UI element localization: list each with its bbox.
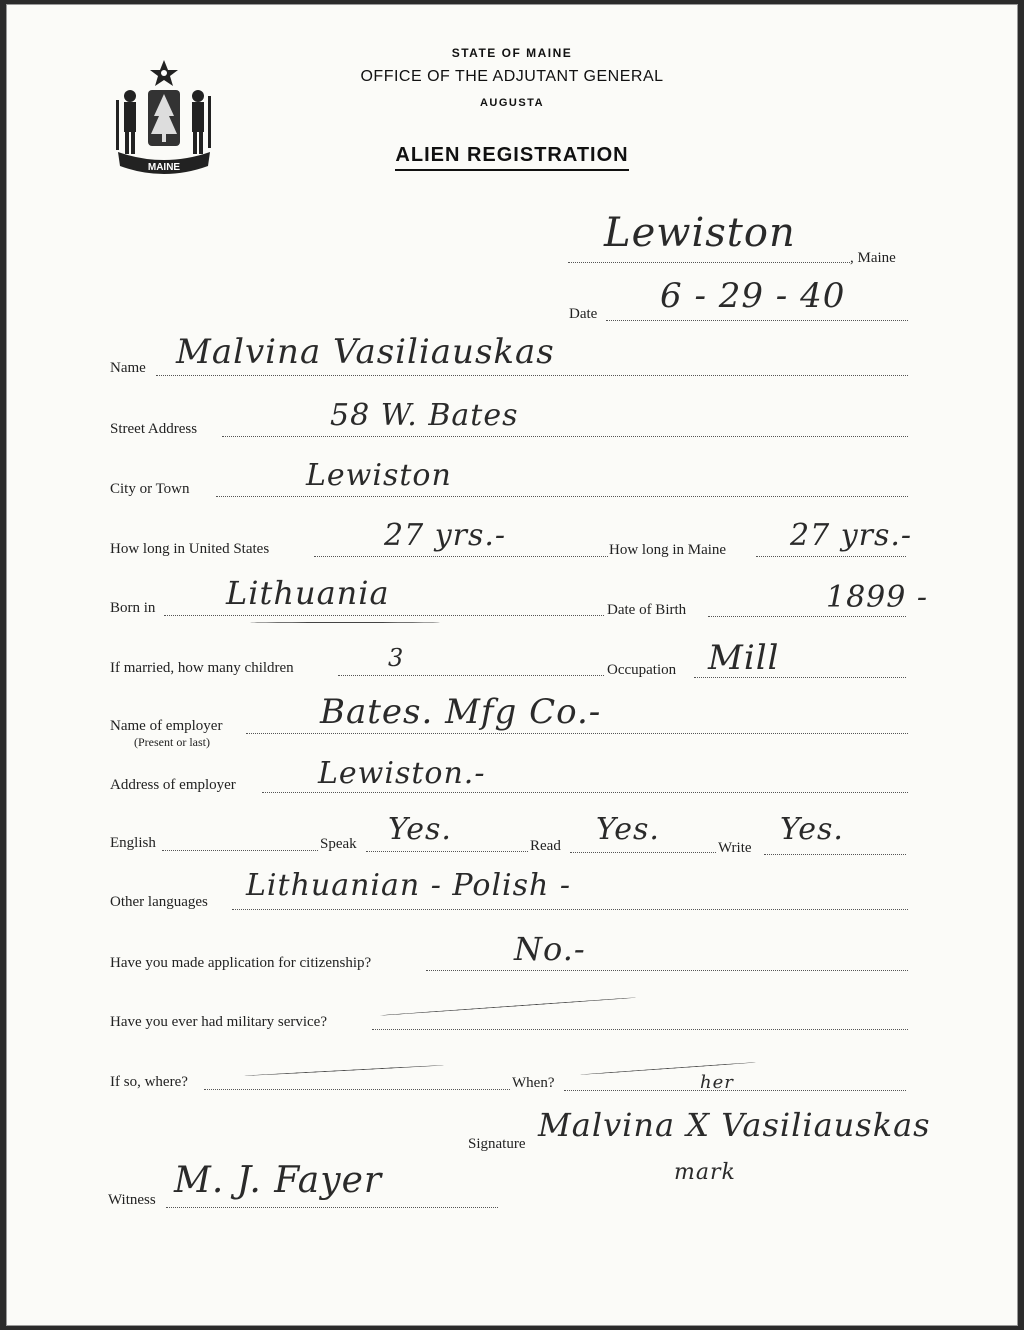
name-entry: Malvina Vasiliauskas — [176, 332, 555, 372]
where-line — [204, 1089, 510, 1090]
born-in-line — [164, 615, 604, 616]
other-languages-label: Other languages — [110, 894, 208, 910]
write-entry: Yes. — [780, 812, 844, 847]
born-in-label: Born in — [110, 600, 156, 616]
employer-line — [246, 733, 908, 734]
employer-label: Name of employer — [110, 718, 223, 734]
date-entry: 6 - 29 - 40 — [660, 276, 846, 316]
how-long-maine-label: How long in Maine — [609, 542, 727, 558]
how-long-maine-line — [756, 556, 906, 557]
how-long-us-label: How long in United States — [110, 541, 270, 557]
city-line — [216, 496, 908, 497]
children-label: If married, how many children — [110, 660, 294, 676]
city-label: City or Town — [110, 481, 190, 497]
witness-entry: M. J. Fayer — [174, 1160, 383, 1201]
speak-line — [366, 851, 528, 852]
write-label: Write — [718, 840, 752, 856]
underline-stroke — [250, 622, 440, 623]
occupation-entry: Mill — [708, 638, 780, 678]
read-label: Read — [530, 838, 561, 854]
english-label: English — [110, 835, 156, 851]
other-languages-line — [232, 909, 908, 910]
date-line — [606, 320, 908, 321]
citizenship-entry: No.- — [514, 930, 586, 968]
children-line — [338, 675, 604, 676]
header-city: AUGUSTA — [479, 97, 545, 109]
how-long-maine-entry: 27 yrs.- — [790, 518, 913, 553]
citizenship-line — [426, 970, 908, 971]
employer-address-label: Address of employer — [110, 777, 236, 793]
english-line — [162, 850, 318, 851]
place-entry: Lewiston — [604, 210, 796, 256]
date-of-birth-label: Date of Birth — [607, 602, 687, 618]
place-line — [568, 262, 850, 263]
where-label: If so, where? — [110, 1074, 188, 1090]
header-office: OFFICE OF THE ADJUTANT GENERAL — [360, 68, 664, 85]
name-label: Name — [110, 360, 146, 376]
name-line — [156, 375, 908, 376]
born-in-entry: Lithuania — [226, 574, 390, 612]
how-long-us-entry: 27 yrs.- — [384, 518, 507, 553]
street-line — [222, 436, 908, 437]
signature-label: Signature — [468, 1136, 526, 1152]
street-entry: 58 W. Bates — [330, 398, 519, 433]
signature-below-entry: mark — [674, 1160, 736, 1185]
military-line — [372, 1029, 908, 1030]
header-state: STATE OF MAINE — [451, 46, 573, 60]
when-label: When? — [512, 1075, 555, 1091]
maine-label: , Maine — [850, 250, 896, 266]
signature-entry: Malvina X Vasiliauskas — [538, 1106, 931, 1144]
military-label: Have you ever had military service? — [110, 1014, 327, 1030]
occupation-label: Occupation — [607, 662, 677, 678]
witness-label: Witness — [108, 1192, 156, 1208]
children-entry: 3 — [388, 644, 405, 672]
svg-text:MAINE: MAINE — [147, 162, 181, 173]
read-entry: Yes. — [596, 812, 660, 847]
how-long-us-line — [314, 556, 608, 557]
speak-entry: Yes. — [388, 812, 452, 847]
date-of-birth-line — [708, 616, 906, 617]
employer-address-entry: Lewiston.- — [318, 756, 486, 791]
date-of-birth-entry: 1899 - — [826, 580, 929, 615]
employer-note: (Present or last) — [134, 735, 210, 749]
other-languages-entry: Lithuanian - Polish - — [246, 868, 572, 903]
employer-entry: Bates. Mfg Co.- — [320, 692, 602, 732]
write-line — [764, 854, 906, 855]
city-entry: Lewiston — [306, 458, 452, 493]
form-title: ALIEN REGISTRATION — [0, 144, 1024, 167]
citizenship-label: Have you made application for citizenship? — [110, 955, 372, 971]
employer-address-line — [262, 792, 908, 793]
witness-line — [166, 1207, 498, 1208]
when-line — [564, 1090, 906, 1091]
read-line — [570, 852, 716, 853]
street-label: Street Address — [110, 421, 198, 437]
signature-above-entry: her — [700, 1072, 734, 1093]
speak-label: Speak — [320, 836, 357, 852]
date-label: Date — [569, 306, 598, 322]
